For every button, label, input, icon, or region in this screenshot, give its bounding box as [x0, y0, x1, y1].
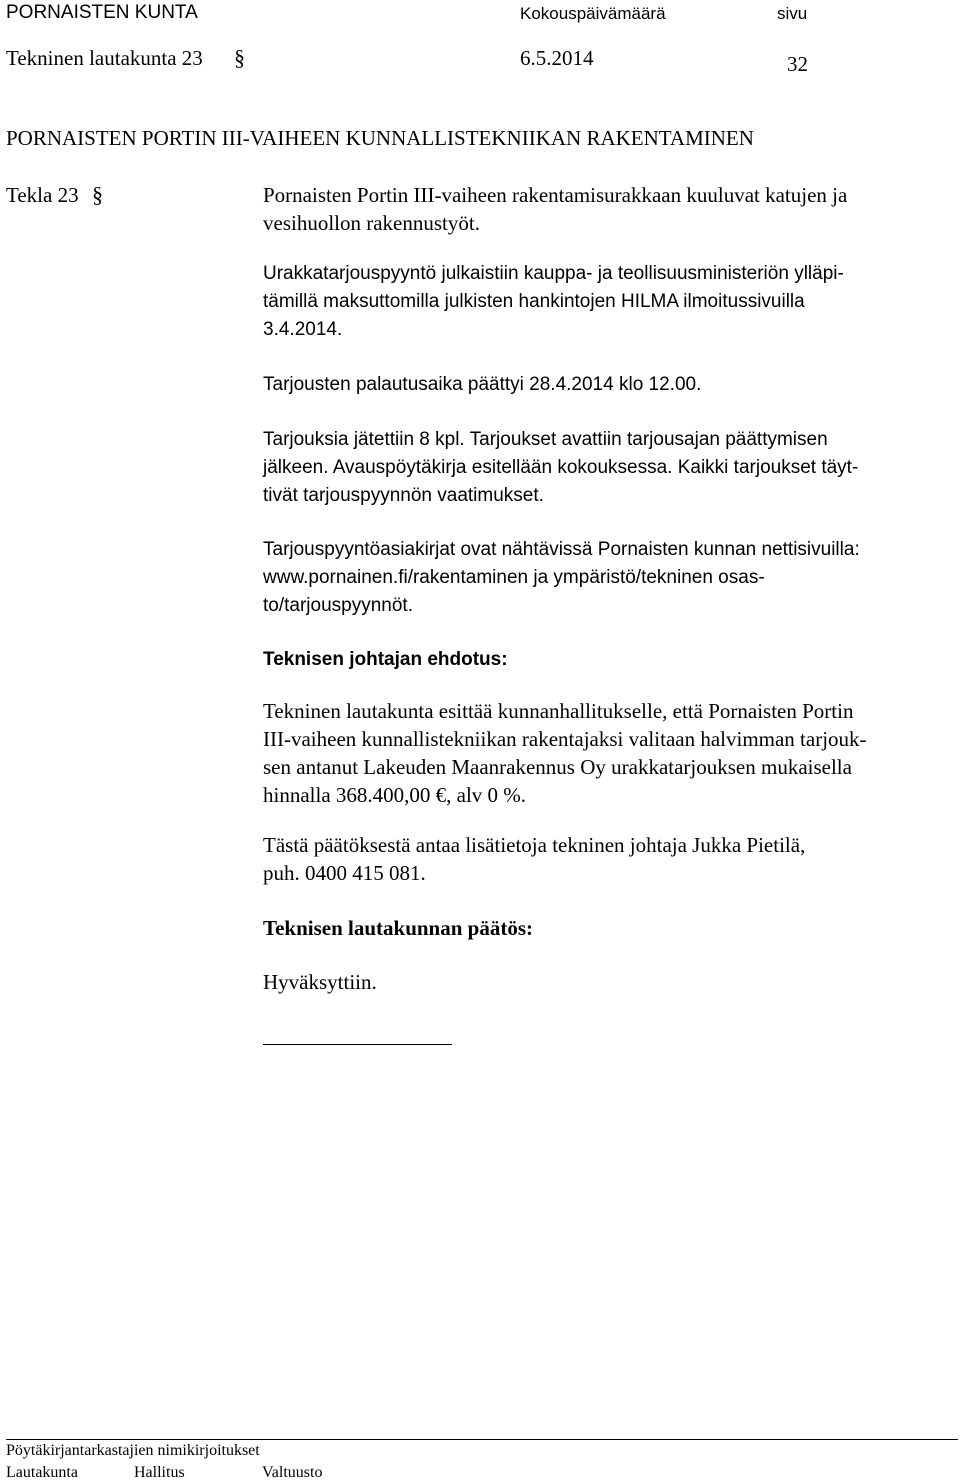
item-section-symbol: §	[92, 182, 103, 207]
heading-text: Teknisen johtajan ehdotus:	[263, 649, 508, 670]
item-label: Tekla 23	[6, 183, 79, 207]
meeting-body: Tekninen lautakunta 23	[6, 46, 203, 70]
deadline-paragraph	[263, 371, 953, 399]
meeting-date: 6.5.2014	[520, 46, 594, 70]
intro-paragraph	[263, 181, 953, 237]
text-line: Tarjousten palautusaika päättyi 28.4.2014 klo 12.00.	[263, 374, 702, 395]
text-line: Tarjouspyyntöasiakirjat ovat nähtävissä Pornaisten kunnan nettisivuilla:	[263, 539, 860, 560]
date-label: Kokouspäivämäärä	[520, 4, 666, 23]
text-line: to/tarjouspyynnöt.	[263, 595, 413, 616]
text-line: Hyväksyttiin.	[263, 970, 377, 994]
contact-paragraph	[263, 831, 953, 887]
text-line: jälkeen. Avauspöytäkirja esitellään kokouksessa. Kaikki tarjoukset täyt-	[263, 457, 859, 478]
text-line: Tarjouksia jätettiin 8 kpl. Tarjoukset avattiin tarjousajan päättymisen	[263, 429, 828, 450]
text-line: Tekninen lautakunta esittää kunnanhallitukselle, että Pornaisten Portin	[263, 699, 854, 723]
text-line: Pornaisten Portin III-vaiheen rakentamisurakkaan kuuluvat katujen ja	[263, 183, 848, 207]
footer-column-lautakunta: Lautakunta	[6, 1464, 78, 1481]
text-line: III-vaiheen kunnallistekniikan rakentajaksi valitaan halvimman tarjouk-	[263, 727, 867, 751]
text-line: tivät tarjouspyynnön vaatimukset.	[263, 485, 544, 506]
closing-rule	[263, 1044, 452, 1045]
page-label: sivu	[777, 4, 808, 23]
document-title: PORNAISTEN PORTIN III-VAIHEEN KUNNALLISTEKNIIKAN RAKENTAMINEN	[6, 126, 754, 150]
text-line: vesihuollon rakennustyöt.	[263, 211, 480, 235]
footer-column-valtuusto: Valtuusto	[262, 1464, 323, 1481]
text-line: 3.4.2014.	[263, 319, 343, 340]
offers-paragraph	[263, 426, 953, 510]
signatures-label: Pöytäkirjantarkastajien nimikirjoitukset	[6, 1442, 260, 1459]
text-line: Urakkatarjouspyyntö julkaistiin kauppa- ja teollisuusministeriön ylläpi-	[263, 263, 844, 284]
decision-paragraph	[263, 968, 953, 996]
text-line: Tästä päätöksestä antaa lisätietoja tekninen johtaja Jukka Pietilä,	[263, 833, 806, 857]
text-line: puh. 0400 415 081.	[263, 861, 426, 885]
proposal-paragraph	[263, 697, 953, 809]
heading-text: Teknisen lautakunnan päätös:	[263, 916, 534, 940]
text-line: www.pornainen.fi/rakentaminen ja ympäristö/tekninen osas-	[263, 567, 765, 588]
announcement-paragraph	[263, 260, 953, 344]
text-line: hinnalla 368.400,00 €, alv 0 %.	[263, 783, 527, 807]
decision-heading	[263, 914, 953, 942]
text-line: tämillä maksuttomilla julkisten hankintojen HILMA ilmoitussivuilla	[263, 291, 805, 312]
section-symbol: §	[234, 45, 245, 70]
municipality-name: PORNAISTEN KUNTA	[6, 2, 198, 23]
text-line: sen antanut Lakeuden Maanrakennus Oy urakkatarjouksen mukaisella	[263, 755, 852, 779]
proposal-heading	[263, 646, 953, 674]
footer-rule	[6, 1439, 958, 1440]
documents-paragraph	[263, 536, 953, 620]
footer-column-hallitus: Hallitus	[134, 1464, 185, 1481]
page-number: 32	[787, 52, 808, 76]
